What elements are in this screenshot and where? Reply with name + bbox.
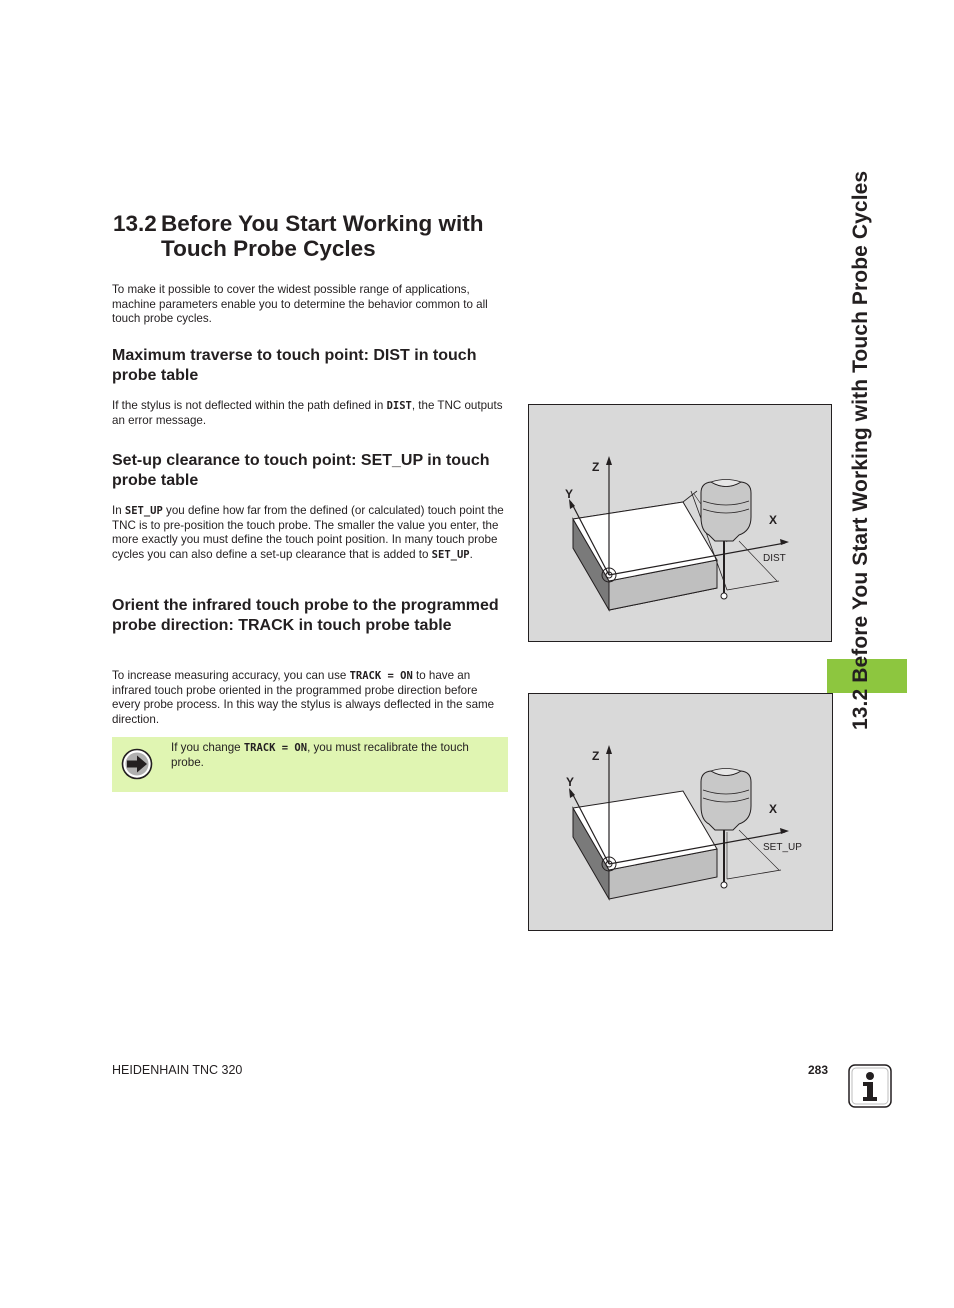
track-text-2: to have an infrared touch probe oriented in the programmed probe direction before every probe process. In this way the stylus is always deflected in the same direction. — [112, 669, 495, 726]
note-text-2: , you must recalibrate the touch probe. — [171, 741, 469, 769]
setup-code-1: SET_UP — [124, 505, 163, 517]
track-text-1: To increase measuring accuracy, you can use — [112, 669, 350, 682]
setup-code-2: SET_UP — [431, 548, 470, 561]
note-code: TRACK = ON — [243, 742, 308, 754]
setup-text-2: you define how far from the defined (or calculated) touch point the TNC is to pre-position the touch probe. The smaller the value you enter, the more exactly you must define the touch point position. In many touch probe cycles you can also define a set-up clearance that is added to — [112, 504, 504, 561]
info-icon — [848, 1064, 892, 1108]
dist-text-1: If the stylus is not deflected within the path defined in — [112, 399, 387, 412]
fig2-x-label: X — [769, 802, 778, 816]
dist-heading: Maximum traverse to touch point: DIST in touch probe table — [112, 347, 477, 384]
note-text — [171, 741, 501, 770]
note-box — [112, 737, 508, 792]
note-text-1: If you change — [171, 741, 244, 754]
fig1-y-label: Y — [565, 487, 574, 501]
fig1-dist-label: DIST — [763, 553, 786, 564]
fig2-y-label: Y — [566, 775, 575, 789]
setup-text-1: In — [112, 504, 125, 517]
arrow-right-icon — [121, 748, 153, 780]
section-title-line1: Before You Start Working with — [161, 211, 484, 236]
setup-heading: Set-up clearance to touch point: SET_UP in touch probe table — [112, 452, 490, 489]
fig1-x-label: X — [769, 513, 778, 527]
track-heading: Orient the infrared touch probe to the programmed probe direction: TRACK in touch probe table — [112, 597, 499, 634]
intro-paragraph: To make it possible to cover the widest possible range of applications, machine parameters enable you to determine the behavior common to all touch probe cycles. — [112, 283, 488, 325]
section-number: 13.2 — [113, 211, 157, 236]
fig2-setup-label: SET_UP — [763, 842, 802, 853]
page-number: 283 — [808, 1063, 829, 1077]
footer-manual-title: HEIDENHAIN TNC 320 — [112, 1063, 243, 1077]
track-paragraph — [112, 669, 508, 727]
dist-code: DIST — [386, 400, 412, 412]
section-heading — [113, 211, 533, 261]
dist-paragraph — [112, 399, 508, 428]
fig2-z-label: Z — [592, 749, 600, 763]
setup-text-3: . — [469, 547, 473, 561]
figure-dist — [528, 404, 832, 642]
fig1-z-label: Z — [592, 460, 600, 474]
side-tab-text: 13.2 Before You Start Working with Touch Probe Cycles — [849, 170, 872, 730]
probe-diagram-setup — [529, 694, 832, 930]
section-title-line2: Touch Probe Cycles — [161, 236, 376, 261]
probe-diagram-dist — [529, 405, 831, 641]
track-code: TRACK = ON — [349, 670, 413, 682]
figure-setup — [528, 693, 833, 931]
setup-paragraph — [112, 504, 508, 562]
dist-text-2: , the TNC outputs an error message. — [112, 399, 503, 427]
